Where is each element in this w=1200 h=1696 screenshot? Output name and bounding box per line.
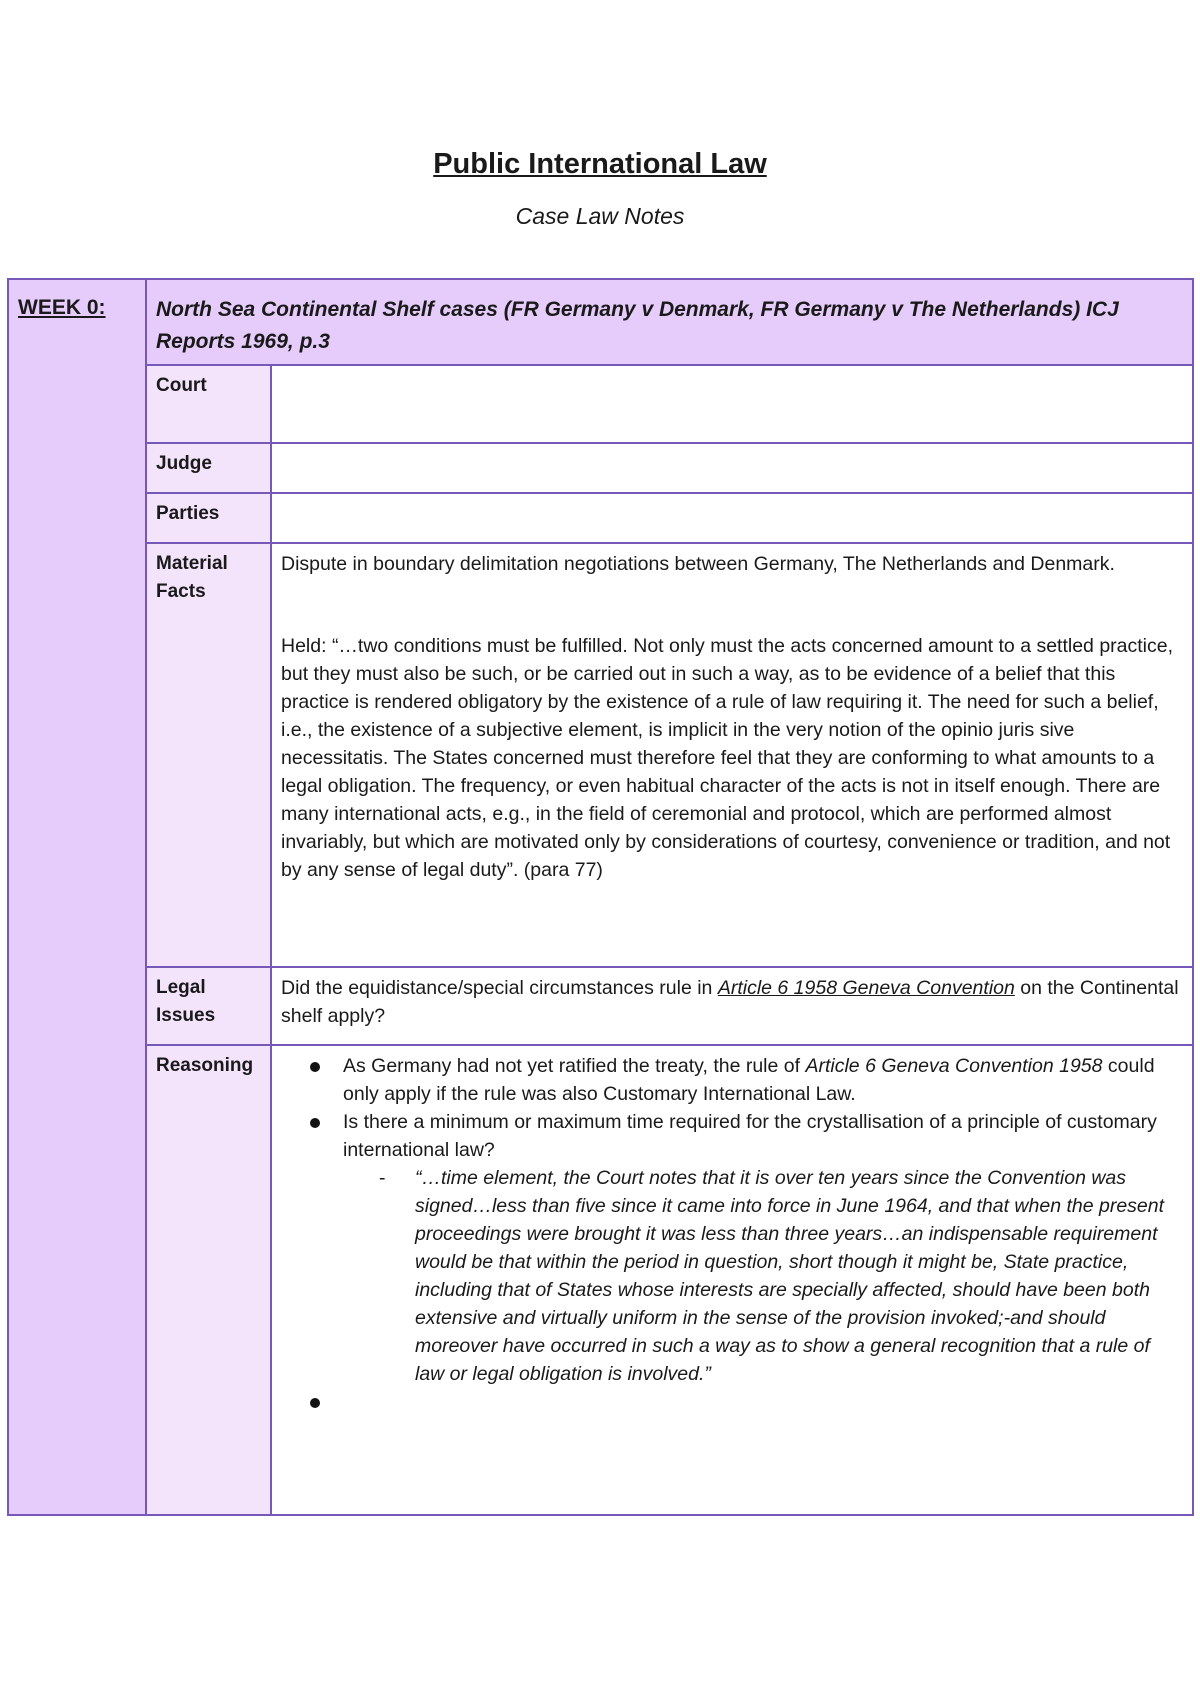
week-label: WEEK 0 (18, 296, 99, 319)
reasoning-bullet-1 (343, 1052, 1183, 1108)
court-label: Court (146, 365, 271, 443)
reasoning-list (281, 1052, 1183, 1416)
legal-issues-label: Legal Issues (146, 967, 271, 1045)
bullet-1-article: Article 6 Geneva Convention 1958 (805, 1055, 1103, 1077)
reasoning-label: Reasoning (146, 1045, 271, 1515)
paragraph-gap (281, 578, 1183, 632)
legal-issues-value (271, 967, 1193, 1045)
court-value (271, 365, 1193, 443)
reasoning-bullet-3-empty (343, 1388, 1183, 1416)
court-quote: - “…time element, the Court notes that it is over ten years since the Convention was signed…less than five since it came into force in June 1964, and that when the present proceedings were brought it was less than three years…an indispensable requirement would be that within the period in question, short though it might be, State practice, including that of States whose interests are specially affected, should have been both extensive and virtually uniform in the sense of the provision invoked;-and should moreover have occurred in such a way as to show a general recognition that a rule of law or legal obligation is involved.” (415, 1164, 1183, 1388)
week-cell (8, 279, 146, 1515)
reasoning-value (271, 1045, 1193, 1515)
bullet-1-text-after: could only apply if the rule was also Customary International Law. (343, 1055, 1155, 1105)
document-title: Public International Law (433, 148, 767, 180)
bullet-2-text: Is there a minimum or maximum time required for the crystallisation of a principle of customary international law? (343, 1111, 1157, 1161)
reasoning-sublist (343, 1164, 1183, 1388)
judge-value (271, 443, 1193, 493)
material-fact-text: Dispute in boundary delimitation negotiations between Germany, The Netherlands and Denmark. (281, 553, 1115, 575)
held-text: Held: “…two conditions must be fulfilled. Not only must the acts concerned amount to a settled practice, but they must also be such, or be carried out in such a way, as to be evidence of a belief that this practice is rendered obligatory by the existence of a rule of law requiring it. The need for such a belief, i.e., the existence of a subjective element, is implicit in the very notion of the opinio juris sive necessitatis. The States concerned must therefore feel that they are conforming to what amounts to a legal obligation. The frequency, or even habitual character of the acts is not in itself enough. There are many international acts, e.g., in the field of ceremonial and protocol, which are performed almost invariably, but which are motivated only by considerations of courtesy, convenience or tradition, and not by any sense of legal duty”. (para 77) (281, 635, 1174, 881)
parties-value (271, 493, 1193, 543)
material-facts-value (271, 543, 1193, 967)
reasoning-bullet-2 (343, 1108, 1183, 1388)
legal-issue-text-after: on the Continental shelf apply? (281, 977, 1179, 1027)
legal-issue-text-before: Did the equidistance/special circumstances rule in (281, 977, 718, 999)
material-facts-label: Material Facts (146, 543, 271, 967)
article-6-link[interactable]: Article 6 1958 Geneva Convention (717, 977, 1015, 999)
week-colon: : (98, 296, 106, 319)
bullet-1-text: As Germany had not yet ratified the treaty, the rule of (343, 1055, 806, 1077)
case-title: North Sea Continental Shelf cases (FR Germany v Denmark, FR Germany v The Netherlands) ICJ Reports 1969, p.3 (146, 279, 1193, 365)
document-subtitle: Case Law Notes (515, 203, 685, 229)
parties-label: Parties (146, 493, 271, 543)
case-notes-table (7, 278, 1194, 1516)
judge-label: Judge (146, 443, 271, 493)
